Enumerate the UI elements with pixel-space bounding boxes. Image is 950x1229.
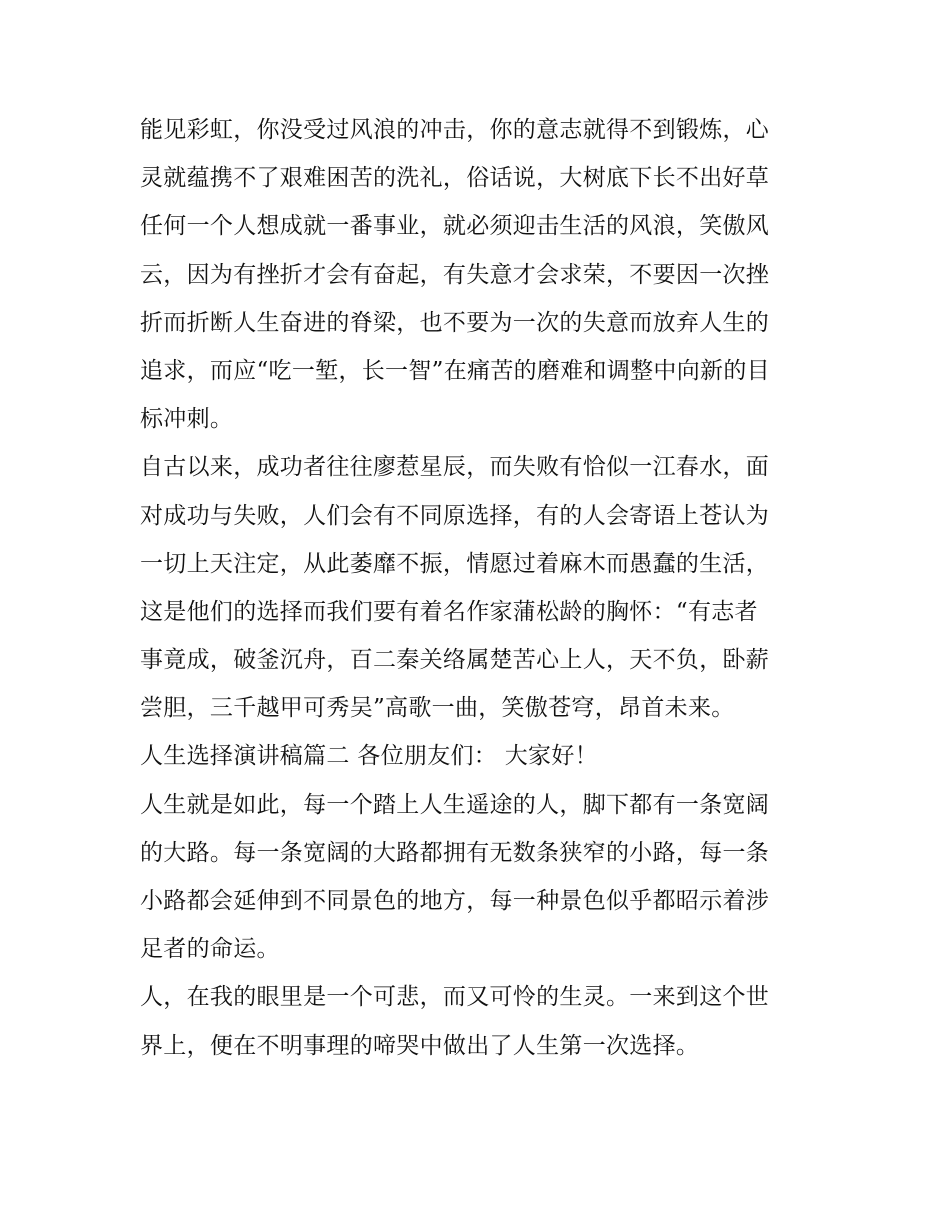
text-line: 云，因为有挫折才会有奋起，有失意才会求荣，不要因一次挫 — [140, 261, 770, 288]
text-line: 足者的命运。 — [140, 936, 280, 963]
text-line: 界上，便在不明事理的啼哭中做出了人生第一次选择。 — [140, 1032, 700, 1059]
text-line: 的大路。每一条宽阔的大路都拥有无数条狭窄的小路，每一条 — [140, 839, 770, 866]
text-line: 这是他们的选择而我们要有着名作家蒲松龄的胸怀：“有志者 — [140, 598, 758, 625]
text-line: 任何一个人想成就一番事业，就必须迎击生活的风浪，笑傲风 — [140, 213, 770, 240]
text-line: 折而折断人生奋进的脊梁，也不要为一次的失意而放弃人生的 — [140, 309, 770, 336]
text-line: 对成功与失败，人们会有不同原选择，有的人会寄语上苍认为 — [140, 502, 770, 529]
text-line: 灵就蕴携不了艰难困苦的洗礼，俗话说，大树底下长不出好草 — [140, 165, 770, 192]
text-line: 一切上天注定，从此萎靡不振，情愿过着麻木而愚蠢的生活， — [140, 550, 770, 577]
text-line: 人，在我的眼里是一个可悲，而又可怜的生灵。一来到这个世 — [140, 984, 770, 1011]
section-heading-line: 人生选择演讲稿篇二 各位朋友们： 大家好！ — [140, 743, 598, 770]
text-line: 人生就是如此，每一个踏上人生遥途的人，脚下都有一条宽阔 — [140, 791, 770, 818]
text-line: 尝胆，三千越甲可秀吴”高歌一曲，笑傲苍穹，昂首未来。 — [140, 695, 735, 722]
text-line: 追求，而应“吃一堑，长一智”在痛苦的磨难和调整中向新的目 — [140, 357, 770, 384]
document-body — [140, 106, 820, 1070]
text-line: 标冲刺。 — [140, 406, 234, 433]
text-line: 事竟成，破釜沉舟，百二秦关络属楚苦心上人，天不负，卧薪 — [140, 647, 770, 674]
text-line: 自古以来，成功者往往廖惹星辰，而失败有恰似一江春水，面 — [140, 454, 770, 481]
text-line: 小路都会延伸到不同景色的地方，每一种景色似乎都昭示着涉 — [140, 888, 770, 914]
text-line: 能见彩虹，你没受过风浪的冲击，你的意志就得不到锻炼，心 — [140, 117, 770, 143]
